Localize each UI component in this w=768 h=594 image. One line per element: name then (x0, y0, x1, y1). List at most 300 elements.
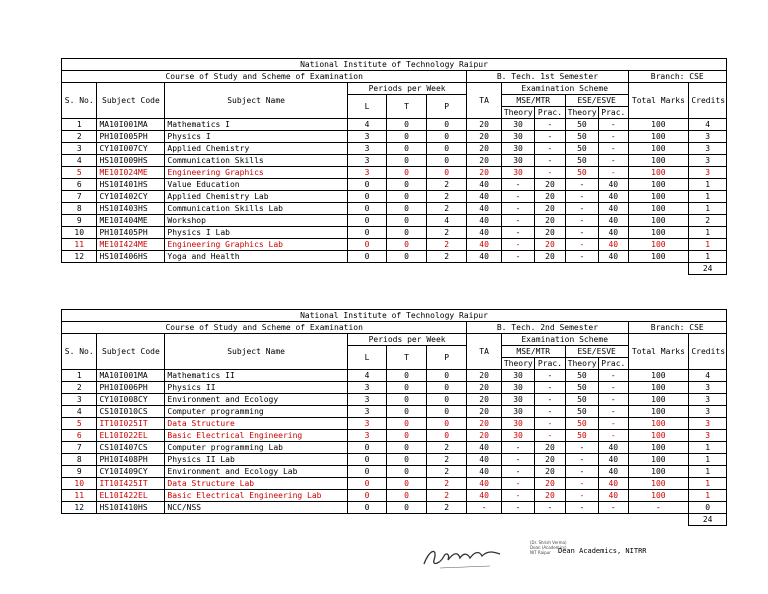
cell-sno: 4 (62, 406, 97, 418)
cell-total: 100 (628, 179, 689, 191)
cell-mse_t: - (501, 191, 534, 203)
cell-credits: 4 (689, 119, 727, 131)
cell-name: Physics II Lab (165, 454, 347, 466)
cell-total: 100 (628, 418, 689, 430)
cell-sno: 10 (62, 227, 97, 239)
cell-L: 0 (347, 454, 387, 466)
cell-L: 3 (347, 143, 387, 155)
subject-code-header: Subject Code (97, 83, 165, 119)
table-row (62, 143, 727, 155)
cell-mse_p: - (535, 502, 565, 514)
cell-credits: 1 (689, 191, 727, 203)
semester-label: B. Tech. 1st Semester (467, 71, 628, 83)
cell-ese_p: - (599, 394, 628, 406)
cell-T: 0 (387, 167, 427, 179)
cell-mse_t: - (501, 490, 534, 502)
cell-L: 0 (347, 203, 387, 215)
cell-code: IT10I025IT (97, 418, 165, 430)
cell-mse_p: 20 (535, 466, 565, 478)
cell-mse_p: - (535, 370, 565, 382)
cell-P: 0 (426, 394, 467, 406)
cell-P: 0 (426, 382, 467, 394)
cell-L: 4 (347, 119, 387, 131)
official-stamp: (Dr. Shrish Verma) Dean (Academics) NIT Raipur (530, 540, 567, 555)
institute-name: National Institute of Technology Raipur (62, 310, 727, 322)
cell-ese_p: 40 (599, 478, 628, 490)
table-row (62, 179, 727, 191)
cell-credits: 1 (689, 442, 727, 454)
cell-ese_t: - (565, 215, 598, 227)
cell-mse_p: 20 (535, 478, 565, 490)
cell-sno: 6 (62, 430, 97, 442)
cell-mse_p: - (535, 167, 565, 179)
cell-P: 0 (426, 131, 467, 143)
cell-P: 2 (426, 251, 467, 263)
total-marks-header: Total Marks (628, 334, 689, 370)
cell-ese_p: 40 (599, 203, 628, 215)
cell-L: 0 (347, 502, 387, 514)
cell-TA: 40 (467, 227, 501, 239)
cell-credits: 0 (689, 502, 727, 514)
cell-sno: 9 (62, 215, 97, 227)
cell-T: 0 (387, 203, 427, 215)
cell-T: 0 (387, 478, 427, 490)
cell-P: 2 (426, 466, 467, 478)
cell-total: 100 (628, 478, 689, 490)
cell-L: 0 (347, 251, 387, 263)
cell-code: ME10I404ME (97, 215, 165, 227)
lecture-header: L (347, 95, 387, 119)
cell-sno: 5 (62, 167, 97, 179)
cell-mse_p: 20 (535, 215, 565, 227)
cell-TA: 40 (467, 478, 501, 490)
cell-code: PH10I006PH (97, 382, 165, 394)
cell-ese_t: 50 (565, 406, 598, 418)
subject-name-header: Subject Name (165, 83, 347, 119)
mse-header: MSE/MTR (501, 346, 565, 358)
cell-mse_t: 30 (501, 370, 534, 382)
ese-prac-header: Prac. (599, 358, 628, 370)
table-row (62, 191, 727, 203)
cell-TA: 40 (467, 191, 501, 203)
table-row (62, 394, 727, 406)
mse-prac-header: Prac. (535, 107, 565, 119)
cell-credits: 3 (689, 430, 727, 442)
cell-mse_t: 30 (501, 155, 534, 167)
cell-mse_p: 20 (535, 251, 565, 263)
cell-L: 4 (347, 370, 387, 382)
table-row (62, 466, 727, 478)
cell-TA: 40 (467, 251, 501, 263)
cell-mse_t: 30 (501, 406, 534, 418)
table-row (62, 370, 727, 382)
cell-credits: 1 (689, 478, 727, 490)
cell-ese_p: 40 (599, 191, 628, 203)
credits-header: Credits (689, 334, 727, 370)
cell-ese_t: - (565, 478, 598, 490)
cell-TA: 20 (467, 119, 501, 131)
table-row (62, 239, 727, 251)
cell-code: CY10I402CY (97, 191, 165, 203)
exam-scheme-header: Examination Scheme (501, 83, 628, 95)
cell-name: Mathematics II (165, 370, 347, 382)
cell-sno: 5 (62, 418, 97, 430)
spacer (62, 263, 689, 275)
cell-TA: 40 (467, 442, 501, 454)
cell-credits: 3 (689, 382, 727, 394)
header-row (62, 310, 727, 322)
cell-L: 0 (347, 227, 387, 239)
cell-TA: 20 (467, 382, 501, 394)
cell-P: 0 (426, 370, 467, 382)
cell-L: 0 (347, 191, 387, 203)
mse-theory-header: Theory (501, 358, 534, 370)
cell-total: 100 (628, 191, 689, 203)
cell-credits: 1 (689, 239, 727, 251)
cell-mse_p: 20 (535, 490, 565, 502)
cell-P: 2 (426, 239, 467, 251)
cell-ese_p: 40 (599, 490, 628, 502)
total-marks-header: Total Marks (628, 83, 689, 119)
cell-credits: 2 (689, 215, 727, 227)
cell-sno: 9 (62, 466, 97, 478)
cell-mse_t: - (501, 227, 534, 239)
cell-total: 100 (628, 251, 689, 263)
cell-total: 100 (628, 382, 689, 394)
table-row (62, 490, 727, 502)
cell-ese_t: 50 (565, 155, 598, 167)
ese-theory-header: Theory (565, 358, 598, 370)
cell-credits: 3 (689, 167, 727, 179)
cell-ese_t: - (565, 490, 598, 502)
cell-mse_t: - (501, 466, 534, 478)
cell-ese_p: - (599, 131, 628, 143)
cell-L: 0 (347, 466, 387, 478)
ese-theory-header: Theory (565, 107, 598, 119)
cell-mse_t: - (501, 179, 534, 191)
cell-mse_p: - (535, 406, 565, 418)
cell-TA: 40 (467, 215, 501, 227)
cell-P: 2 (426, 454, 467, 466)
cell-ese_t: - (565, 203, 598, 215)
cell-name: NCC/NSS (165, 502, 347, 514)
table-row (62, 131, 727, 143)
header-row (62, 59, 727, 71)
semester-1-scheme-table (61, 58, 727, 275)
cell-name: Environment and Ecology (165, 394, 347, 406)
cell-total: 100 (628, 239, 689, 251)
cell-sno: 11 (62, 239, 97, 251)
cell-total: 100 (628, 215, 689, 227)
cell-total: 100 (628, 119, 689, 131)
table-row (62, 227, 727, 239)
cell-credits: 1 (689, 251, 727, 263)
cell-mse_t: 30 (501, 119, 534, 131)
cell-P: 0 (426, 155, 467, 167)
cell-sno: 8 (62, 203, 97, 215)
cell-TA: 40 (467, 466, 501, 478)
cell-code: CS10I407CS (97, 442, 165, 454)
cell-name: Computer programming Lab (165, 442, 347, 454)
cell-mse_p: 20 (535, 227, 565, 239)
cell-mse_t: 30 (501, 394, 534, 406)
cell-ese_p: - (599, 502, 628, 514)
cell-T: 0 (387, 143, 427, 155)
mse-theory-header: Theory (501, 107, 534, 119)
cell-ese_t: 50 (565, 370, 598, 382)
cell-total: 100 (628, 406, 689, 418)
cell-L: 0 (347, 478, 387, 490)
cell-ese_t: 50 (565, 143, 598, 155)
cell-mse_p: - (535, 119, 565, 131)
cell-code: HS10I406HS (97, 251, 165, 263)
cell-name: Applied Chemistry Lab (165, 191, 347, 203)
cell-ese_t: 50 (565, 394, 598, 406)
cell-ese_t: - (565, 466, 598, 478)
semester-label: B. Tech. 2nd Semester (467, 322, 628, 334)
cell-code: HS10I009HS (97, 155, 165, 167)
cell-TA: 20 (467, 394, 501, 406)
cell-T: 0 (387, 454, 427, 466)
cell-TA: 20 (467, 406, 501, 418)
cell-mse_p: - (535, 430, 565, 442)
cell-sno: 2 (62, 131, 97, 143)
header-row (62, 71, 727, 83)
cell-mse_t: - (501, 478, 534, 490)
cell-T: 0 (387, 239, 427, 251)
table-row (62, 418, 727, 430)
cell-sno: 1 (62, 370, 97, 382)
cell-mse_p: 20 (535, 454, 565, 466)
cell-L: 3 (347, 406, 387, 418)
cell-ese_p: 40 (599, 442, 628, 454)
ese-prac-header: Prac. (599, 107, 628, 119)
cell-mse_p: 20 (535, 179, 565, 191)
table-row (62, 430, 727, 442)
cell-name: Basic Electrical Engineering (165, 430, 347, 442)
lecture-header: L (347, 346, 387, 370)
sno-header: S. No. (62, 83, 97, 119)
cell-name: Physics I Lab (165, 227, 347, 239)
ta-header: TA (467, 334, 501, 370)
cell-T: 0 (387, 251, 427, 263)
cell-credits: 1 (689, 227, 727, 239)
course-title: Course of Study and Scheme of Examination (62, 71, 467, 83)
semester-2-scheme-table (61, 309, 727, 526)
cell-sno: 6 (62, 179, 97, 191)
branch-label: Branch: CSE (628, 322, 727, 334)
cell-name: Physics I (165, 131, 347, 143)
cell-TA: 40 (467, 239, 501, 251)
cell-sno: 2 (62, 382, 97, 394)
cell-P: 2 (426, 203, 467, 215)
cell-total: 100 (628, 490, 689, 502)
cell-TA: 20 (467, 155, 501, 167)
cell-T: 0 (387, 466, 427, 478)
cell-P: 2 (426, 179, 467, 191)
cell-credits: 1 (689, 466, 727, 478)
cell-TA: 40 (467, 203, 501, 215)
cell-ese_t: 50 (565, 131, 598, 143)
cell-P: 2 (426, 490, 467, 502)
periods-header: Periods per Week (347, 83, 467, 95)
cell-code: CY10I008CY (97, 394, 165, 406)
credits-header: Credits (689, 83, 727, 119)
table-row (62, 478, 727, 490)
institute-name: National Institute of Technology Raipur (62, 59, 727, 71)
cell-total: 100 (628, 430, 689, 442)
cell-ese_t: - (565, 239, 598, 251)
header-row (62, 322, 727, 334)
cell-code: CY10I409CY (97, 466, 165, 478)
cell-name: Workshop (165, 215, 347, 227)
cell-L: 3 (347, 155, 387, 167)
cell-ese_p: - (599, 155, 628, 167)
cell-mse_t: 30 (501, 131, 534, 143)
cell-total: 100 (628, 155, 689, 167)
cell-P: 0 (426, 406, 467, 418)
cell-P: 0 (426, 418, 467, 430)
cell-ese_p: 40 (599, 179, 628, 191)
cell-ese_t: - (565, 502, 598, 514)
cell-sno: 11 (62, 490, 97, 502)
cell-sno: 12 (62, 502, 97, 514)
cell-T: 0 (387, 191, 427, 203)
cell-name: Data Structure (165, 418, 347, 430)
cell-T: 0 (387, 394, 427, 406)
cell-name: Computer programming (165, 406, 347, 418)
cell-TA: 40 (467, 454, 501, 466)
table-row (62, 203, 727, 215)
cell-ese_t: - (565, 251, 598, 263)
cell-P: 0 (426, 143, 467, 155)
cell-ese_p: - (599, 167, 628, 179)
cell-L: 3 (347, 430, 387, 442)
cell-mse_t: 30 (501, 382, 534, 394)
cell-mse_t: 30 (501, 418, 534, 430)
cell-code: EL10I022EL (97, 430, 165, 442)
branch-label: Branch: CSE (628, 71, 727, 83)
cell-T: 0 (387, 502, 427, 514)
cell-mse_p: 20 (535, 239, 565, 251)
cell-name: Environment and Ecology Lab (165, 466, 347, 478)
cell-credits: 1 (689, 454, 727, 466)
cell-T: 0 (387, 430, 427, 442)
total-credits: 24 (689, 514, 727, 526)
cell-P: 0 (426, 119, 467, 131)
cell-ese_p: - (599, 370, 628, 382)
cell-P: 4 (426, 215, 467, 227)
mse-header: MSE/MTR (501, 95, 565, 107)
cell-P: 0 (426, 167, 467, 179)
cell-T: 0 (387, 227, 427, 239)
cell-sno: 8 (62, 454, 97, 466)
cell-mse_t: 30 (501, 167, 534, 179)
cell-TA: 20 (467, 131, 501, 143)
dean-academics-label: Dean Academics, NITRR (558, 547, 647, 555)
periods-header: Periods per Week (347, 334, 467, 346)
cell-name: Engineering Graphics Lab (165, 239, 347, 251)
cell-ese_p: - (599, 430, 628, 442)
cell-sno: 7 (62, 442, 97, 454)
cell-T: 0 (387, 179, 427, 191)
cell-ese_t: 50 (565, 382, 598, 394)
cell-L: 0 (347, 239, 387, 251)
cell-L: 3 (347, 131, 387, 143)
table-row (62, 215, 727, 227)
cell-code: IT10I425IT (97, 478, 165, 490)
cell-credits: 1 (689, 203, 727, 215)
cell-code: ME10I424ME (97, 239, 165, 251)
cell-ese_t: - (565, 442, 598, 454)
cell-ese_t: - (565, 454, 598, 466)
cell-L: 3 (347, 418, 387, 430)
practical-header: P (426, 95, 467, 119)
cell-total: 100 (628, 394, 689, 406)
course-title: Course of Study and Scheme of Examination (62, 322, 467, 334)
cell-total: 100 (628, 466, 689, 478)
cell-P: 0 (426, 430, 467, 442)
cell-sno: 12 (62, 251, 97, 263)
cell-ese_t: 50 (565, 418, 598, 430)
cell-TA: 40 (467, 179, 501, 191)
cell-L: 3 (347, 382, 387, 394)
cell-name: Communication Skills (165, 155, 347, 167)
table-row (62, 167, 727, 179)
cell-credits: 1 (689, 490, 727, 502)
ese-header: ESE/ESVE (565, 346, 628, 358)
cell-TA: 20 (467, 167, 501, 179)
cell-credits: 1 (689, 179, 727, 191)
cell-ese_t: 50 (565, 119, 598, 131)
cell-credits: 3 (689, 406, 727, 418)
cell-mse_t: - (501, 502, 534, 514)
cell-ese_p: - (599, 382, 628, 394)
cell-T: 0 (387, 490, 427, 502)
ese-header: ESE/ESVE (565, 95, 628, 107)
cell-mse_p: 20 (535, 191, 565, 203)
cell-mse_t: 30 (501, 430, 534, 442)
cell-credits: 3 (689, 394, 727, 406)
cell-T: 0 (387, 382, 427, 394)
cell-P: 2 (426, 227, 467, 239)
cell-ese_p: - (599, 143, 628, 155)
cell-total: 100 (628, 131, 689, 143)
table-row (62, 454, 727, 466)
cell-sno: 4 (62, 155, 97, 167)
cell-total: 100 (628, 454, 689, 466)
exam-scheme-header: Examination Scheme (501, 334, 628, 346)
cell-ese_p: 40 (599, 466, 628, 478)
cell-name: Physics II (165, 382, 347, 394)
cell-total: 100 (628, 442, 689, 454)
cell-mse_t: - (501, 239, 534, 251)
spacer (62, 514, 689, 526)
cell-T: 0 (387, 370, 427, 382)
table-row (62, 251, 727, 263)
signature-image (420, 542, 510, 572)
ta-header: TA (467, 83, 501, 119)
sno-header: S. No. (62, 334, 97, 370)
cell-T: 0 (387, 406, 427, 418)
footer (420, 538, 740, 578)
cell-T: 0 (387, 131, 427, 143)
cell-ese_t: 50 (565, 430, 598, 442)
cell-ese_p: - (599, 119, 628, 131)
cell-code: PH10I005PH (97, 131, 165, 143)
cell-TA: 20 (467, 143, 501, 155)
mse-prac-header: Prac. (535, 358, 565, 370)
